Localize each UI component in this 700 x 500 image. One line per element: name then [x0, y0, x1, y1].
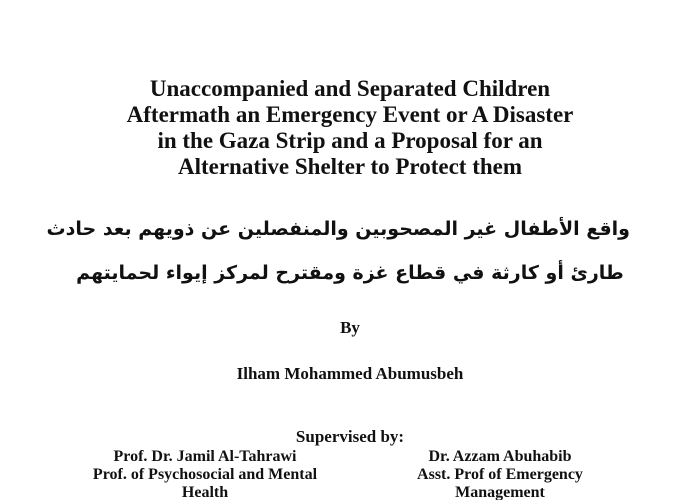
english-title-line: Alternative Shelter to Protect them	[177, 154, 523, 179]
arabic-title-line-1: واقع الأطفال غير المصحوبين والمنفصلين عن ذويهم بعد حادث	[46, 218, 630, 240]
supervisor-name: Prof. Dr. Jamil Al-Tahrawi	[113, 448, 297, 465]
english-title-line: in the Gaza Strip and a Proposal for an	[157, 128, 543, 153]
english-title-line: Aftermath an Emergency Event or A Disaster	[126, 102, 574, 127]
supervisor-name: Dr. Azzam Abuhabib	[428, 448, 572, 465]
by-label: By	[340, 318, 360, 337]
supervisor-2	[360, 448, 640, 500]
supervisor-title: Asst. Prof of Emergency	[417, 466, 583, 483]
english-title-line: Unaccompanied and Separated Children	[149, 76, 551, 101]
supervisor-1	[60, 448, 350, 500]
arabic-title-line-2: طارئ أو كارثة في قطاع غزة ومقترح لمركز إيواء لحمايتهم	[76, 262, 624, 284]
supervised-by-label: Supervised by:	[295, 427, 405, 446]
supervisor-title: Management	[455, 484, 545, 500]
supervisor-title: Health	[181, 484, 229, 500]
supervisor-title: Prof. of Psychosocial and Mental	[92, 466, 318, 483]
author-name: Ilham Mohammed Abumusbeh	[236, 364, 464, 383]
english-title	[60, 76, 640, 180]
